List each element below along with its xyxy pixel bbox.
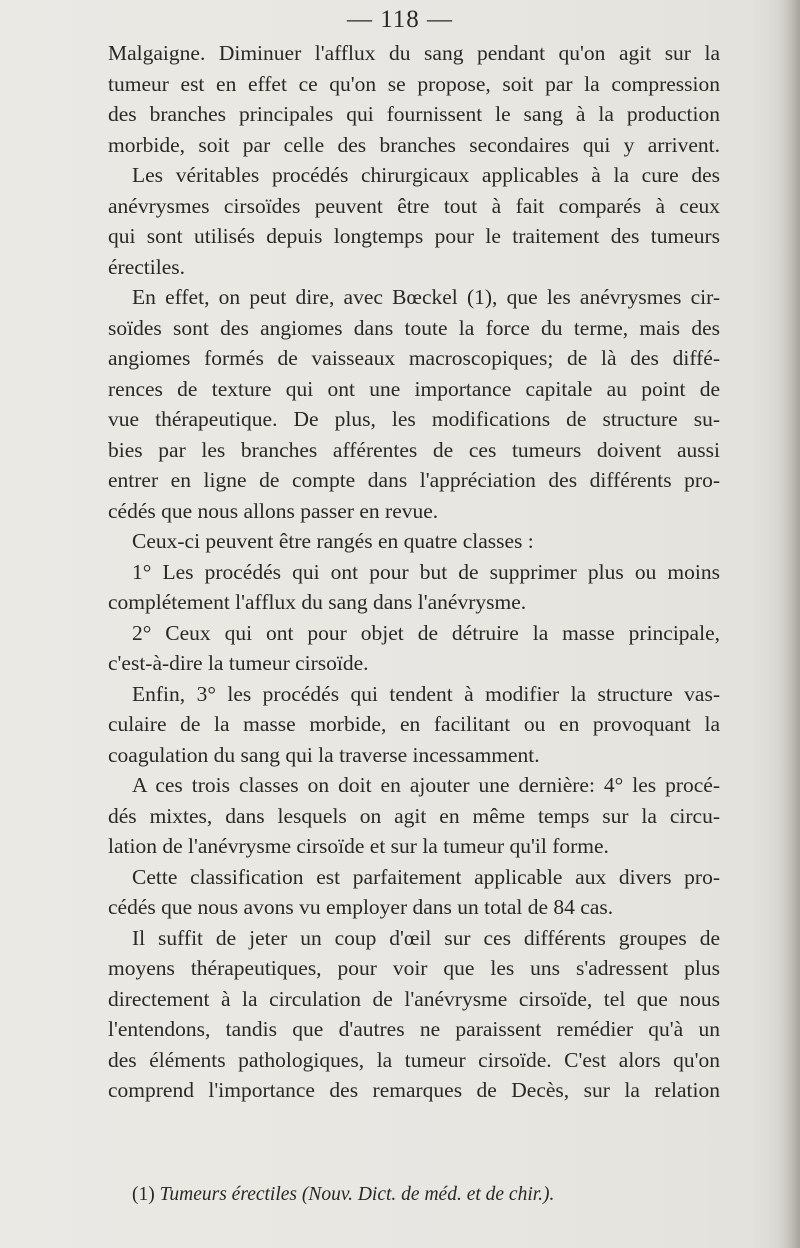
text-line: 1° Les procédés qui ont pour but de supprimer plus ou moins bbox=[132, 559, 720, 584]
text-line: angiomes formés de vaisseaux macroscopiques; de là des diffé- bbox=[108, 346, 720, 370]
footnote-source: (Nouv. Dict. de méd. et de chir.). bbox=[297, 1184, 555, 1205]
footnote bbox=[132, 1184, 554, 1206]
page-edge-shadow bbox=[778, 0, 800, 1248]
text-line: l'entendons, tandis que d'autres ne paraissent remédier qu'à un bbox=[108, 1017, 720, 1041]
text-line: érectiles. bbox=[108, 254, 185, 279]
text-line: coagulation du sang qui la traverse incessamment. bbox=[108, 742, 540, 767]
text-line: Malgaigne. Diminuer l'afflux du sang pendant qu'on agit sur la bbox=[108, 41, 720, 65]
text-line: c'est-à-dire la tumeur cirsoïde. bbox=[108, 651, 369, 675]
text-line: Ceux-ci peuvent être rangés en quatre classes : bbox=[132, 529, 534, 553]
footnote-marker: (1) bbox=[132, 1184, 160, 1205]
text-line: morbide, soit par celle des branches secondaires qui y arrivent. bbox=[108, 132, 720, 157]
footnote-title: Tumeurs érectiles bbox=[159, 1184, 298, 1205]
text-line: cédés que nous avons vu employer dans un total de 84 cas. bbox=[108, 895, 614, 919]
text-line: des éléments pathologiques, la tumeur cirsoïde. C'est alors qu'on bbox=[108, 1047, 720, 1072]
text-line: anévrysmes cirsoïdes peuvent être tout à fait comparés à ceux bbox=[108, 193, 720, 218]
text-line: En effet, on peut dire, avec Bœckel (1), que les anévrysmes cir- bbox=[132, 285, 720, 309]
text-line: cédés que nous allons passer en revue. bbox=[108, 498, 439, 523]
text-line: Enfin, 3° les procédés qui tendent à modifier la structure vas- bbox=[132, 681, 720, 706]
text-line: A ces trois classes on doit en ajouter une dernière: 4° les procé- bbox=[132, 773, 720, 797]
text-line: Cette classification est parfaitement applicable aux divers pro- bbox=[132, 864, 720, 889]
text-line: soïdes sont des angiomes dans toute la force du terme, mais des bbox=[108, 315, 720, 340]
text-line: directement à la circulation de l'anévrysme cirsoïde, tel que nous bbox=[108, 986, 720, 1011]
text-line: Il suffit de jeter un coup d'œil sur ces différents groupes de bbox=[132, 925, 720, 950]
page-number-header: — 118 — bbox=[346, 6, 454, 33]
text-line: vue thérapeutique. De plus, les modifications de structure su- bbox=[108, 407, 720, 431]
text-line: Les véritables procédés chirurgicaux applicables à la cure des bbox=[132, 163, 720, 187]
text-line: dés mixtes, dans lesquels on agit en même temps sur la circu- bbox=[108, 803, 720, 828]
text-line: rences de texture qui ont une importance capitale au point de bbox=[108, 376, 720, 401]
text-line: 2° Ceux qui ont pour objet de détruire la masse principale, bbox=[132, 620, 720, 645]
text-line: entrer en ligne de compte dans l'appréciation des différents pro- bbox=[108, 468, 720, 492]
text-line: qui sont utilisés depuis longtemps pour le traitement des tumeurs bbox=[108, 224, 720, 248]
text-line: moyens thérapeutiques, pour voir que les uns s'adressent plus bbox=[108, 956, 720, 980]
text-line: lation de l'anévrysme cirsoïde et sur la tumeur qu'il forme. bbox=[108, 834, 609, 858]
text-line: tumeur est en effet ce qu'on se propose, soit par la compression bbox=[108, 71, 720, 96]
text-line: bies par les branches afférentes de ces tumeurs doivent aussi bbox=[108, 437, 720, 462]
text-line: complétement l'afflux du sang dans l'anévrysme. bbox=[108, 590, 527, 614]
text-line: des branches principales qui fournissent le sang à la production bbox=[108, 102, 720, 126]
body-text bbox=[108, 38, 720, 1106]
text-line: culaire de la masse morbide, en facilitant ou en provoquant la bbox=[108, 712, 720, 736]
text-line: comprend l'importance des remarques de Decès, sur la relation bbox=[108, 1078, 720, 1102]
